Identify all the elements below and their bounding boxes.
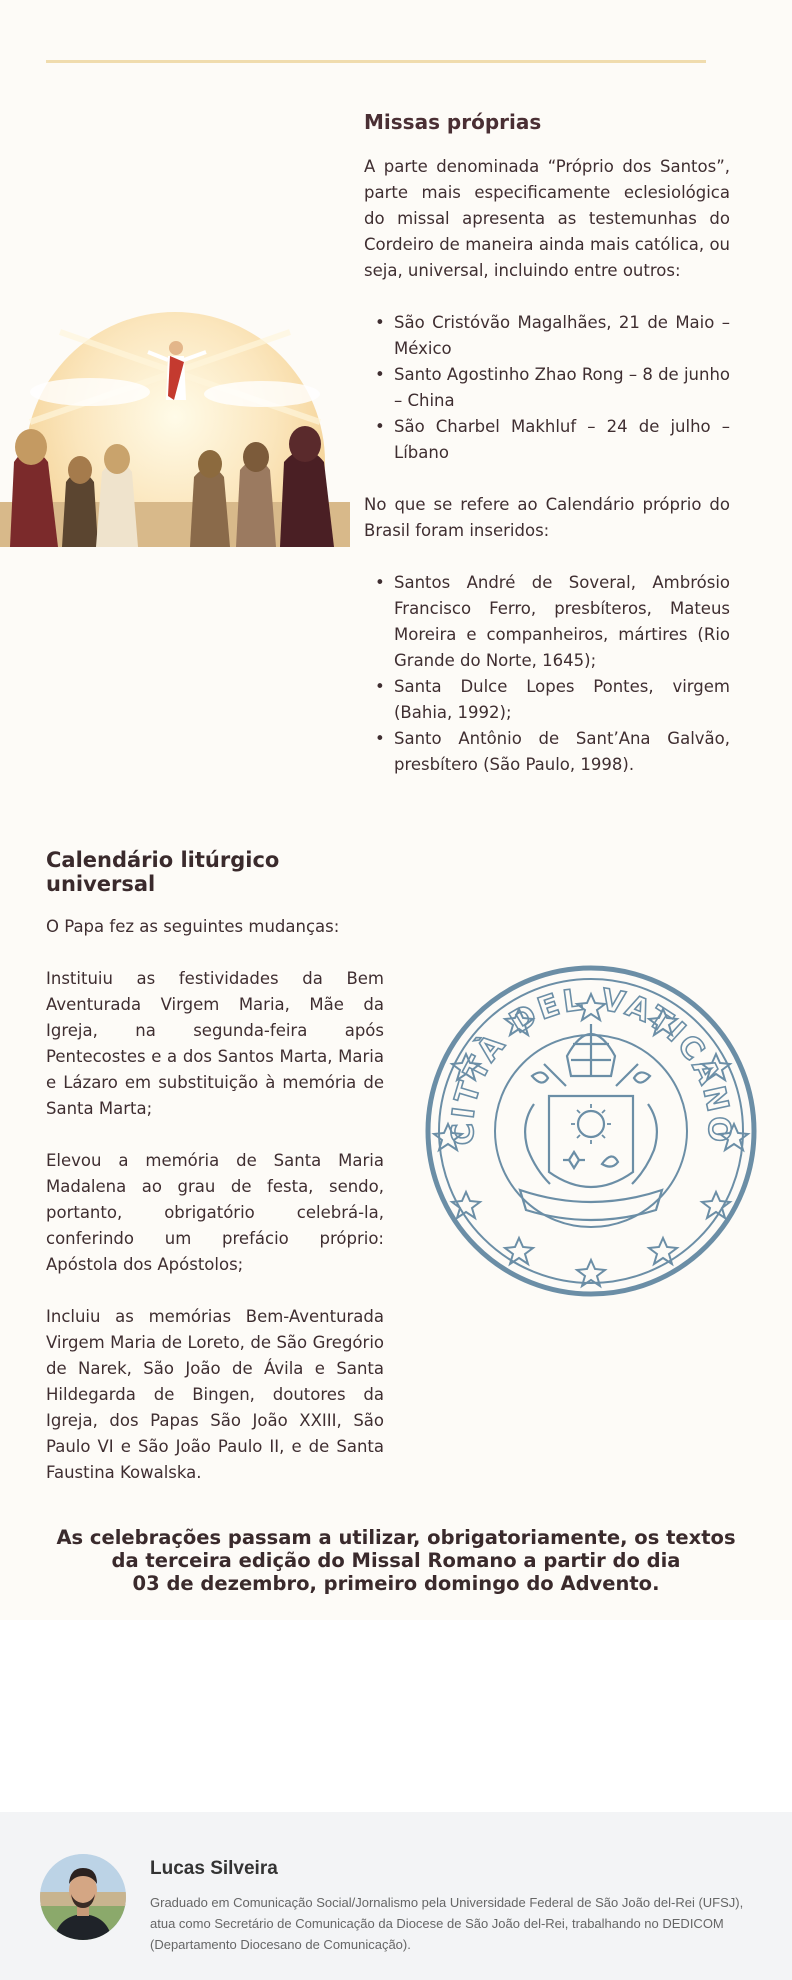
change-paragraph: Elevou a memória de Santa Maria Madalena ao grau de festa, sendo, portanto, obrigatório celebrá-la, conferindo um prefácio próprio: Apóstola dos Apóstolos; — [46, 1151, 384, 1274]
closing-line: As celebrações passam a utilizar, obrigatoriamente, os textos — [56, 1526, 736, 1549]
missas-section — [364, 110, 730, 778]
closing-line: da terceira edição do Missal Romano a partir do dia — [111, 1549, 681, 1572]
missas-title: Missas próprias — [364, 110, 542, 134]
calendario-section — [46, 848, 384, 1486]
calendario-intro: O Papa fez as seguintes mudanças: — [46, 917, 340, 936]
list-item: • São Charbel Makhluf – 24 de julho – Líbano — [364, 414, 730, 466]
change-paragraph: Incluiu as memórias Bem-Aventurada Virgem Maria de Loreto, de São Gregório de Narek, São João de Ávila e Santa Hildegarda de Bingen, doutores da Igreja, dos Papas São João XXIII, São Paulo VI e São João Paulo II, e de Santa Faustina Kowalska. — [46, 1307, 384, 1482]
author-box — [0, 1812, 792, 1980]
top-divider — [46, 60, 706, 63]
seal-text: CITTÀ DEL VATICANO — [445, 982, 737, 1146]
brasil-intro: No que se refere ao Calendário próprio do Brasil foram inseridos: — [364, 495, 730, 540]
list-item: • São Cristóvão Magalhães, 21 de Maio – México — [364, 310, 730, 362]
closing-note — [40, 1526, 752, 1595]
saints-list — [364, 310, 730, 466]
ascension-illustration — [0, 312, 350, 547]
change-paragraph: Instituiu as festividades da Bem Aventurada Virgem Maria, Mãe da Igreja, na segunda-feira após Pentecostes e a dos Santos Marta, Maria e Lázaro em substituição à memória de Santa Marta; — [46, 969, 384, 1118]
vatican-seal — [424, 964, 758, 1298]
brasil-saints-list — [364, 570, 730, 778]
list-item: • Santo Antônio de Sant’Ana Galvão, presbítero (São Paulo, 1998). — [364, 726, 730, 778]
missas-intro: A parte denominada “Próprio dos Santos”, parte mais especificamente eclesiológica do missal apresenta as testemunhas do Cordeiro de maneira ainda mais católica, ou seja, universal, incluindo entre outros: — [364, 157, 730, 280]
calendario-title: Calendário litúrgico universal — [46, 848, 280, 896]
list-item: • Santa Dulce Lopes Pontes, virgem (Bahia, 1992); — [364, 674, 730, 726]
author-name[interactable]: Lucas Silveira — [150, 1858, 278, 1879]
list-item: • Santo Agostinho Zhao Rong – 8 de junho – China — [364, 362, 730, 414]
avatar[interactable] — [40, 1854, 126, 1940]
list-item: • Santos André de Soveral, Ambrósio Francisco Ferro, presbíteros, Mateus Moreira e companheiros, mártires (Rio Grande do Norte, 1645); — [364, 570, 730, 674]
author-bio: Graduado em Comunicação Social/Jornalismo pela Universidade Federal de São João del-Rei (UFSJ), atua como Secretário de Comunicação da Diocese de São João del-Rei, trabalhando no DEDICOM (Departamento Diocesano de Comunicação). — [150, 1895, 744, 1952]
closing-line: 03 de dezembro, primeiro domingo do Advento. — [132, 1572, 660, 1595]
